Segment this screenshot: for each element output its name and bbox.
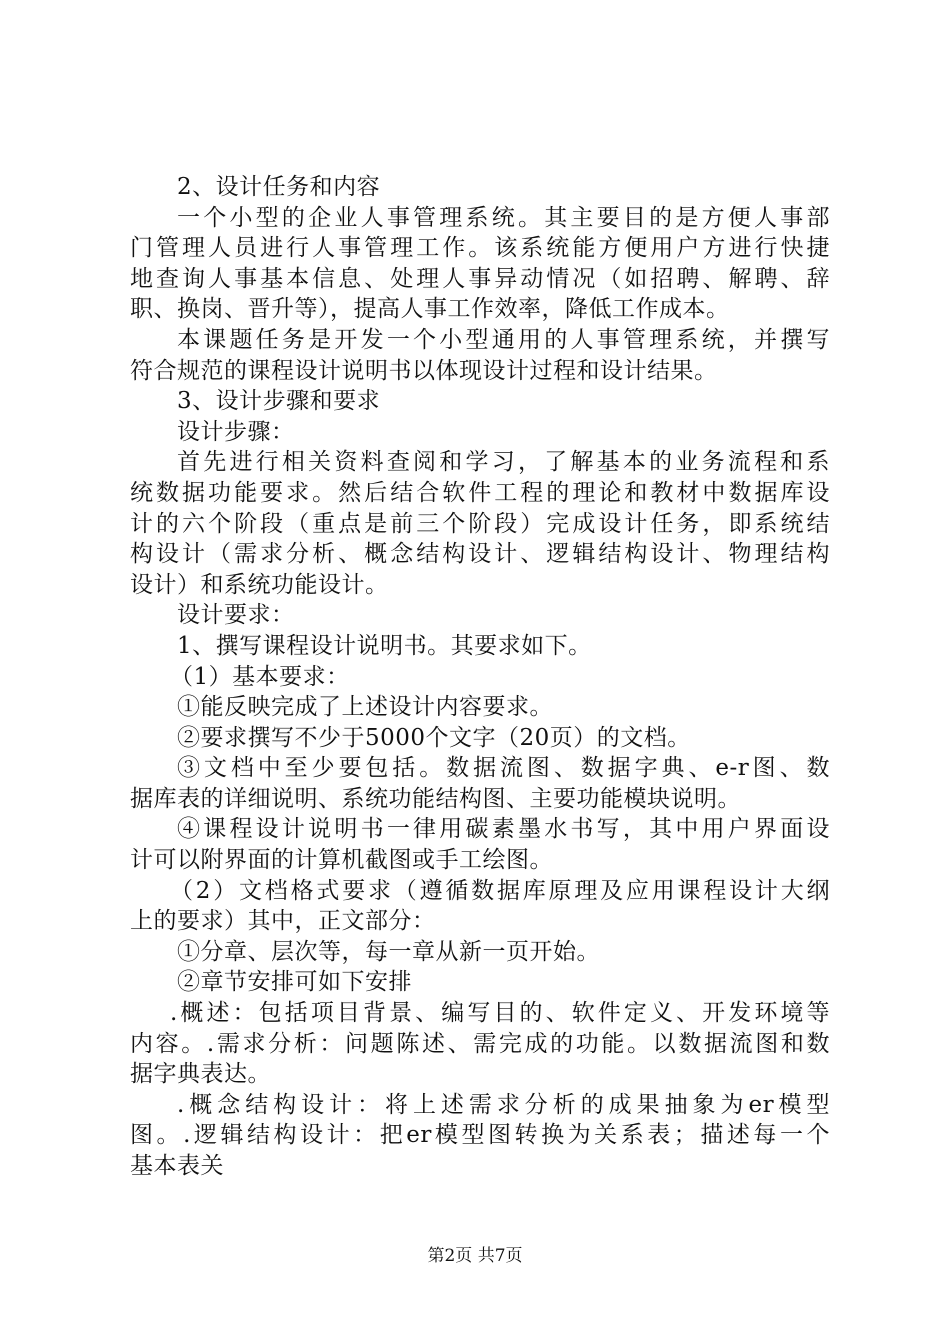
paragraph-line: 符合规范的课程设计说明书以体现设计过程和设计结果。 xyxy=(130,357,718,384)
page-indicator: 第2页 共7页 xyxy=(427,1246,523,1266)
subheading-design-requirements: 设计要求： xyxy=(177,602,295,629)
subheading-design-steps: 设计步骤： xyxy=(177,418,295,445)
list-item: ①能反映完成了上述设计内容要求。 xyxy=(177,694,553,721)
paragraph-line: 内容。.需求分析：问题陈述、需完成的功能。以数据流图和数 xyxy=(130,1030,830,1057)
paragraph-line: 计的六个阶段（重点是前三个阶段）完成设计任务，即系统结 xyxy=(130,510,830,537)
paragraph-line: 本课题任务是开发一个小型通用的人事管理系统，并撰写 xyxy=(177,326,830,353)
list-item: .概述：包括项目背景、编写目的、软件定义、开发环境等 xyxy=(170,1000,830,1027)
paragraph-line: 图。.逻辑结构设计：把er模型图转换为关系表；描述每一个 xyxy=(130,1122,830,1149)
paragraph-line: 地查询人事基本信息、处理人事异动情况（如招聘、解聘、辞 xyxy=(130,265,830,292)
list-item: （2）文档格式要求（遵循数据库原理及应用课程设计大纲 xyxy=(170,877,830,904)
list-item: ②章节安排可如下安排 xyxy=(177,969,412,996)
paragraph-line: 首先进行相关资料查阅和学习，了解基本的业务流程和系 xyxy=(177,449,830,476)
paragraph-line: 一个小型的企业人事管理系统。其主要目的是方便人事部 xyxy=(177,204,830,231)
document-body xyxy=(130,172,830,1182)
paragraph-line: 门管理人员进行人事管理工作。该系统能方便用户方进行快捷 xyxy=(130,235,830,262)
section-heading-design-task: 2、设计任务和内容 xyxy=(177,174,381,200)
section-heading-design-steps: 3、设计步骤和要求 xyxy=(177,388,381,415)
paragraph-line: 据库表的详细说明、系统功能结构图、主要功能模块说明。 xyxy=(130,785,741,812)
list-item: ③文档中至少要包括。数据流图、数据字典、e-r图、数 xyxy=(177,755,830,782)
paragraph-line: 职、换岗、晋升等），提高人事工作效率，降低工作成本。 xyxy=(130,296,730,323)
list-item: ②要求撰写不少于5000个文字（20页）的文档。 xyxy=(177,724,691,751)
paragraph-line: 构设计（需求分析、概念结构设计、逻辑结构设计、物理结构 xyxy=(130,541,830,568)
list-item: .概念结构设计：将上述需求分析的成果抽象为er模型 xyxy=(177,1091,830,1118)
paragraph-line: 据字典表达。 xyxy=(130,1061,271,1088)
paragraph-line: 统数据功能要求。然后结合软件工程的理论和教材中数据库设 xyxy=(130,479,830,506)
paragraph-line: 上的要求）其中，正文部分： xyxy=(130,908,436,935)
paragraph-line: 设计）和系统功能设计。 xyxy=(130,571,389,598)
list-item: （1）基本要求： xyxy=(170,663,350,690)
list-item: ④课程设计说明书一律用碳素墨水书写，其中用户界面设 xyxy=(177,816,830,843)
list-item: 1、撰写课程设计说明书。其要求如下。 xyxy=(177,632,592,659)
list-item: ①分章、层次等，每一章从新一页开始。 xyxy=(177,938,600,965)
paragraph-line: 基本表关 xyxy=(130,1153,224,1179)
paragraph-line: 计可以附界面的计算机截图或手工绘图。 xyxy=(130,847,553,874)
